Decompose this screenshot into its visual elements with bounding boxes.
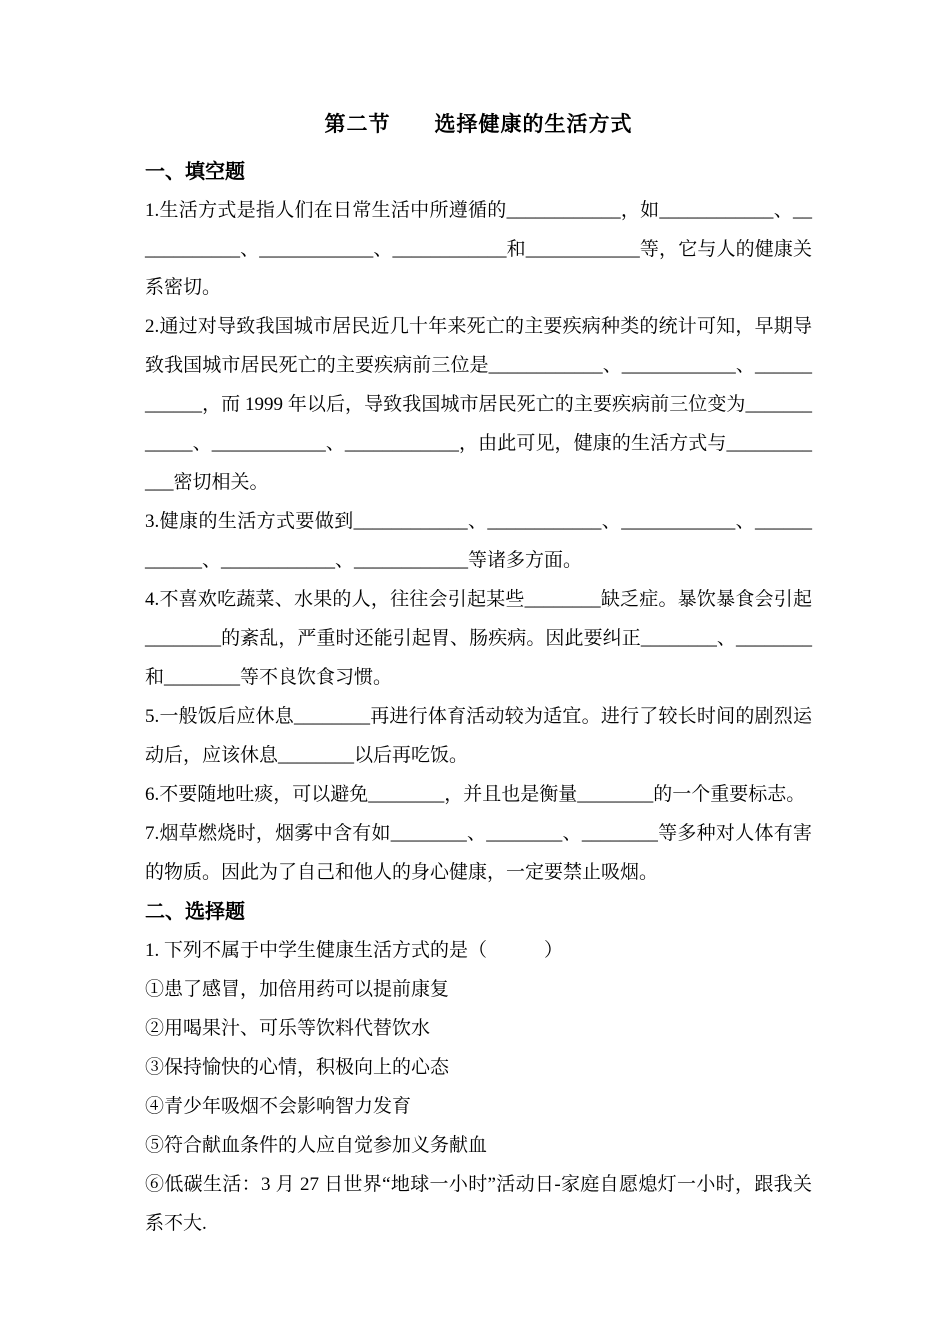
choice-option-2: ②用喝果汁、可乐等饮料代替饮水 [145,1018,431,1040]
section-heading-fill-in-blank: 一、填空题 [145,160,245,183]
fill-question-7: 7.烟草燃烧时，烟雾中含有如________、________、________等多种对人体有害的物质。因此为了自己和他人的身心健康，一定要禁止吸烟。 [145,822,812,883]
choice-option-1: ①患了感冒，加倍用药可以提前康复 [145,979,450,1001]
fill-question-4: 4.不喜欢吃蔬菜、水果的人，往往会引起某些________缺乏症。暴饮暴食会引起________的紊乱，严重时还能引起胃、肠疾病。因此要纠正________、________和________等不良饮食习惯。 [145,588,812,688]
choice-option-3: ③保持愉快的心情，积极向上的心态 [145,1057,450,1079]
fill-question-6: 6.不要随地吐痰，可以避免________，并且也是衡量________的一个重要标志。 [145,783,806,805]
choice-option-4: ④青少年吸烟不会影响智力发育 [145,1096,412,1118]
section-heading-multiple-choice: 二、选择题 [145,901,245,924]
fill-question-2: 2.通过对导致我国城市居民近几十年来死亡的主要疾病种类的统计可知，早期导致我国城市居民死亡的主要疾病前三位是____________、____________、____________，而 1999 年以后，导致我国城市居民死亡的主要疾病前三位变为____________、____________、____________，由此可见，健康的生活方式与____________密切相关。 [145,316,812,494]
fill-question-5: 5.一般饭后应休息________再进行体育活动较为适宜。进行了较长时间的剧烈运动后，应该休息________以后再吃饭。 [145,705,812,766]
fill-question-3: 3.健康的生活方式要做到____________、____________、____________、____________、____________、____________等诸多方面。 [145,511,812,572]
choice-option-5: ⑤符合献血条件的人应自觉参加义务献血 [145,1135,488,1157]
choice-question-1: 1. 下列不属于中学生健康生活方式的是（ ） [145,940,564,962]
fill-question-1: 1.生活方式是指人们在日常生活中所遵循的____________，如____________、____________、____________、____________和____________等，它与人的健康关系密切。 [145,199,812,299]
document-title: 第二节 选择健康的生活方式 [324,112,633,136]
choice-option-6: ⑥低碳生活：3 月 27 日世界“地球一小时”活动日-家庭自愿熄灯一小时，跟我关系不大. [145,1174,812,1235]
